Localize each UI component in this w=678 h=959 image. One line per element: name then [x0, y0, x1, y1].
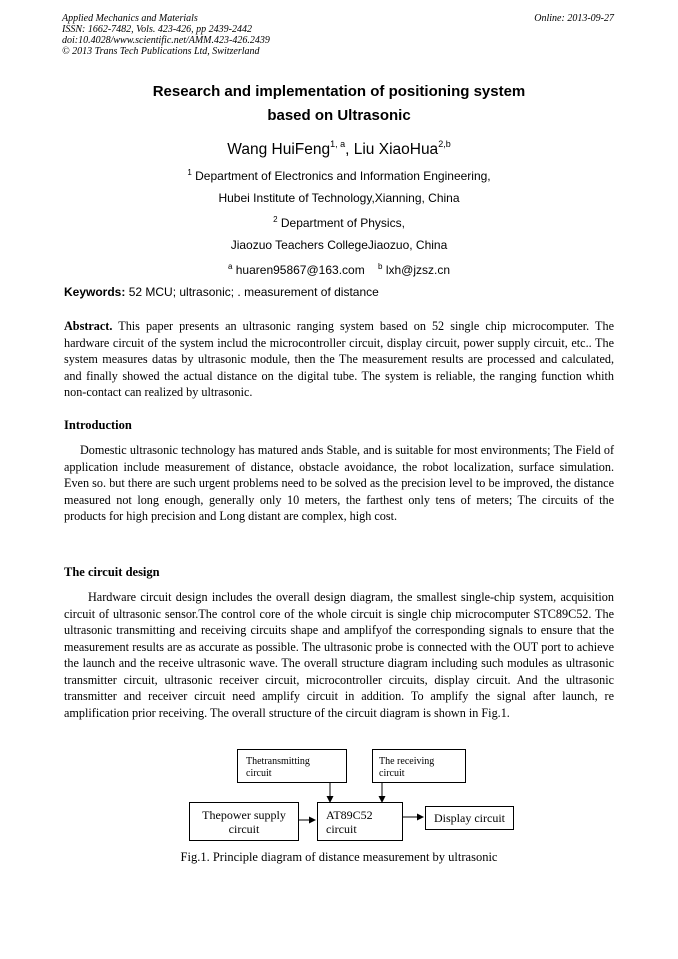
affiliation-1-line-1: [0, 162, 678, 188]
keywords-label: Keywords:: [64, 285, 126, 299]
title-line-1: Research and implementation of positioning system: [152, 83, 526, 100]
author-1-affiliation: 1, a: [330, 139, 346, 149]
author-2-affiliation: 2,b: [438, 139, 451, 149]
keywords: [64, 285, 379, 299]
introduction-text: Domestic ultrasonic technology has matured ands Stable, and is suitable for most environments; The Field of application include measurement of distance, obstacle avoidance, the robot localization, surface simulation. Even so. but there are such urgent problems need to be solved as the precision level to be improved, the distance measured not long enough, generally only 10 meters, the farthest only tens of meters; The circuits of the products for high precision and Long distant are complex, high cost.: [64, 443, 614, 523]
journal-name: Applied Mechanics and Materials: [62, 13, 198, 24]
email-a: huaren95867@163.com: [235, 263, 365, 277]
email-b: lxh@jzsz.cn: [385, 263, 451, 277]
journal-header: [62, 13, 614, 57]
mcu-label-1: AT89C52: [326, 808, 373, 822]
circuit-design-text: Hardware circuit design includes the overall design diagram, the smallest single-chip system, acquisition circuit of ultrasonic sensor.The control core of the whole circuit is single chip microcomputer STC89C52. The ultrasonic transmitting and receiving circuits shape and amplifyof the corresponding signals to ensure that the measurement results are as accurate as possible. The ultrasonic probe is connected with the OUT port to achieve the launch and the receive ultrasonic wave. The overall structure diagram including such modules as ultrasonic transmitter circuit, ultrasonic receiver circuit, microcontroller circuits, display circuit. And the ultrasonic transmitter and receiver circuit need amplify circuit in addition. To amplify the signal after launch, re amplification prior receiving. The overall structure of the circuit diagram is shown in Fig.1.: [64, 590, 614, 720]
affiliation-1-text: Department of Electronics and Information Engineering,: [195, 169, 491, 183]
abstract-label: Abstract.: [64, 319, 113, 333]
power-label-1: Thepower supply: [202, 808, 286, 822]
keywords-text: 52 MCU; ultrasonic; . measurement of distance: [128, 285, 379, 299]
power-label-2: circuit: [228, 822, 260, 836]
abstract-text: This paper presents an ultrasonic ranging system based on 52 single chip microcomputer. The hardware circuit of the system includ the microcontroller circuit, display circuit, power supply circuit, etc.. The system measures datas by ultrasonic module, then the The measurement results are processed and calculated, and finally showed the actual distance on the digital tube. The system is reliable, the ranging function whith non-contact can realized by ultrasonic.: [64, 319, 615, 399]
receiving-label-2: circuit: [379, 768, 405, 779]
display-label: Display circuit: [434, 811, 505, 825]
abstract: [64, 318, 614, 401]
affiliation-2-line-2: Jiaozuo Teachers CollegeJiaozuo, China: [230, 237, 448, 252]
receiving-circuit-box: [372, 749, 466, 783]
block-diagram: [0, 745, 678, 850]
figure-caption: Fig.1. Principle diagram of distance measurement by ultrasonic: [180, 850, 498, 864]
copyright-line: © 2013 Trans Tech Publications Ltd, Switzerland: [62, 46, 260, 57]
affiliation-1-marker: 1: [187, 168, 192, 177]
affiliation-1-line-2: Hubei Institute of Technology,Xianning, China: [218, 190, 460, 205]
email-b-marker: b: [378, 262, 383, 271]
transmitting-label-1: Thetransmitting: [246, 756, 310, 767]
transmitting-circuit-box: [237, 749, 347, 783]
circuit-design-heading: The circuit design: [64, 565, 160, 579]
author-list: [0, 139, 678, 159]
paper-title: [0, 80, 678, 128]
receiving-label-1: The receiving: [379, 756, 435, 767]
author-2: Liu XiaoHua: [353, 141, 439, 158]
display-circuit-box: [425, 806, 514, 830]
email-a-marker: a: [227, 262, 233, 271]
author-1: Wang HuiFeng: [227, 141, 331, 158]
doi-line: doi:10.4028/www.scientific.net/AMM.423-426.2439: [62, 35, 270, 46]
author-separator: ,: [345, 141, 354, 158]
affiliation-2-line-1: [0, 209, 678, 235]
power-supply-box: [189, 802, 299, 841]
transmitting-label-2: circuit: [246, 768, 272, 779]
mcu-label-2: circuit: [326, 822, 357, 836]
email-line: [0, 256, 678, 282]
mcu-box: [317, 802, 403, 841]
title-line-2: based on Ultrasonic: [267, 107, 411, 124]
affiliation-2-text: Department of Physics,: [280, 216, 405, 230]
affiliations: [0, 162, 678, 282]
introduction-heading: Introduction: [64, 418, 132, 432]
issn-line: ISSN: 1662-7482, Vols. 423-426, pp 2439-2442: [62, 24, 252, 35]
online-date: Online: 2013-09-27: [534, 13, 614, 24]
affiliation-2-marker: 2: [273, 215, 278, 224]
